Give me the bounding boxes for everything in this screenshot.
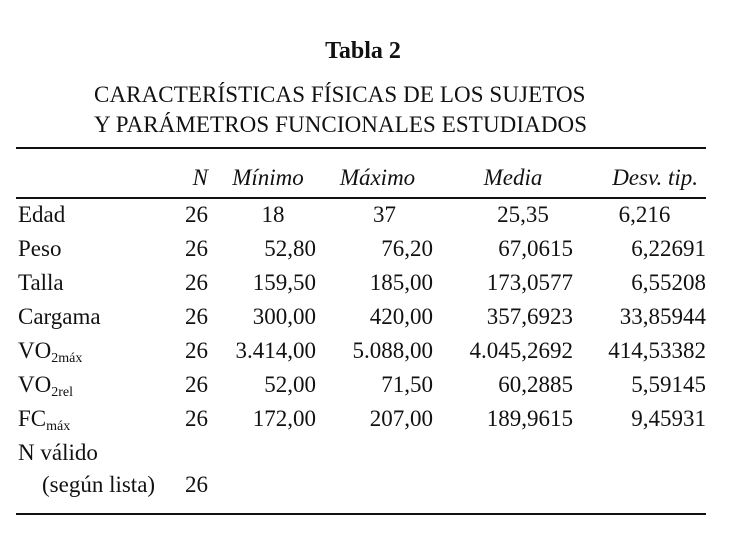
cell-n: 26	[185, 270, 208, 295]
cell-min: 172,00	[252, 406, 316, 431]
cell-max: 207,00	[369, 406, 433, 431]
cell-mean: 60,2885	[498, 372, 573, 397]
valid-n-label: N válido	[18, 440, 98, 465]
cell-n: 26	[185, 236, 208, 261]
table-row	[16, 334, 706, 368]
table-row	[16, 368, 706, 402]
cell-n: 26	[185, 406, 208, 431]
table-subtitle	[94, 80, 587, 140]
cell-max: 5.088,00	[352, 338, 433, 363]
cell-min: 159,50	[252, 270, 316, 295]
cell-sd: 6,22691	[631, 236, 706, 261]
cell-n: 26	[185, 372, 208, 397]
row-label: Cargama	[18, 304, 101, 329]
cell-min: 300,00	[252, 304, 316, 329]
cell-min: 52,80	[264, 236, 316, 261]
row-label: Talla	[18, 270, 64, 295]
cell-min: 18	[261, 202, 285, 227]
table-row	[16, 300, 706, 334]
empty-cell	[210, 470, 706, 500]
header-sd: Desv. tip.	[612, 165, 698, 190]
empty-cell	[176, 436, 706, 470]
cell-max: 185,00	[369, 270, 433, 295]
cell-sd: 6,216	[618, 202, 671, 227]
row-label: $VO_{2rel}$	[18, 372, 73, 400]
row-label: $VO_{2máx}$	[18, 338, 83, 366]
valid-n-value: 26	[185, 472, 208, 497]
header-max: Máximo	[339, 165, 416, 190]
cell-mean: 25,35	[497, 202, 549, 227]
cell-max: 71,50	[381, 372, 433, 397]
stats-table	[16, 158, 706, 500]
header-row	[16, 158, 706, 198]
row-label: Edad	[18, 202, 66, 227]
cell-sd: 5,59145	[631, 372, 706, 397]
cell-sd: 414,53382	[608, 338, 706, 363]
cell-sd: 9,45931	[631, 406, 706, 431]
cell-mean: 357,6923	[486, 304, 573, 329]
top-rule	[16, 147, 706, 149]
table-row	[16, 198, 706, 232]
cell-max: 420,00	[369, 304, 433, 329]
cell-max: 76,20	[381, 236, 433, 261]
table-row	[16, 266, 706, 300]
row-label: $FC_{máx}$	[18, 406, 71, 434]
cell-mean: 67,0615	[498, 236, 573, 261]
header-label	[16, 158, 176, 198]
cell-min: 3.414,00	[235, 338, 316, 363]
cell-mean: 173,0577	[486, 270, 573, 295]
table-row	[16, 232, 706, 266]
cell-mean: 189,9615	[486, 406, 573, 431]
cell-n: 26	[185, 202, 208, 227]
subtitle-line-1: CARACTERÍSTICAS FÍSICAS DE LOS SUJETOS	[94, 82, 586, 107]
subtitle-line-2: Y PARÁMETROS FUNCIONALES ESTUDIADOS	[94, 112, 588, 137]
cell-sd: 33,85944	[619, 304, 706, 329]
cell-mean: 4.045,2692	[469, 338, 573, 363]
bottom-rule	[16, 513, 706, 515]
cell-max: 37	[373, 202, 396, 227]
header-n: N	[192, 165, 208, 190]
table-title: Tabla 2	[325, 38, 401, 64]
header-min: Mínimo	[232, 165, 304, 190]
cell-n: 26	[185, 304, 208, 329]
cell-min: 52,00	[264, 372, 316, 397]
cell-n: 26	[185, 338, 208, 363]
valid-n-label-row	[16, 436, 706, 470]
table-row	[16, 402, 706, 436]
row-label: Peso	[18, 236, 62, 261]
valid-n-sublabel: (según lista)	[42, 472, 156, 497]
valid-n-row	[16, 470, 706, 500]
cell-sd: 6,55208	[631, 270, 706, 295]
header-mean: Media	[483, 165, 543, 190]
